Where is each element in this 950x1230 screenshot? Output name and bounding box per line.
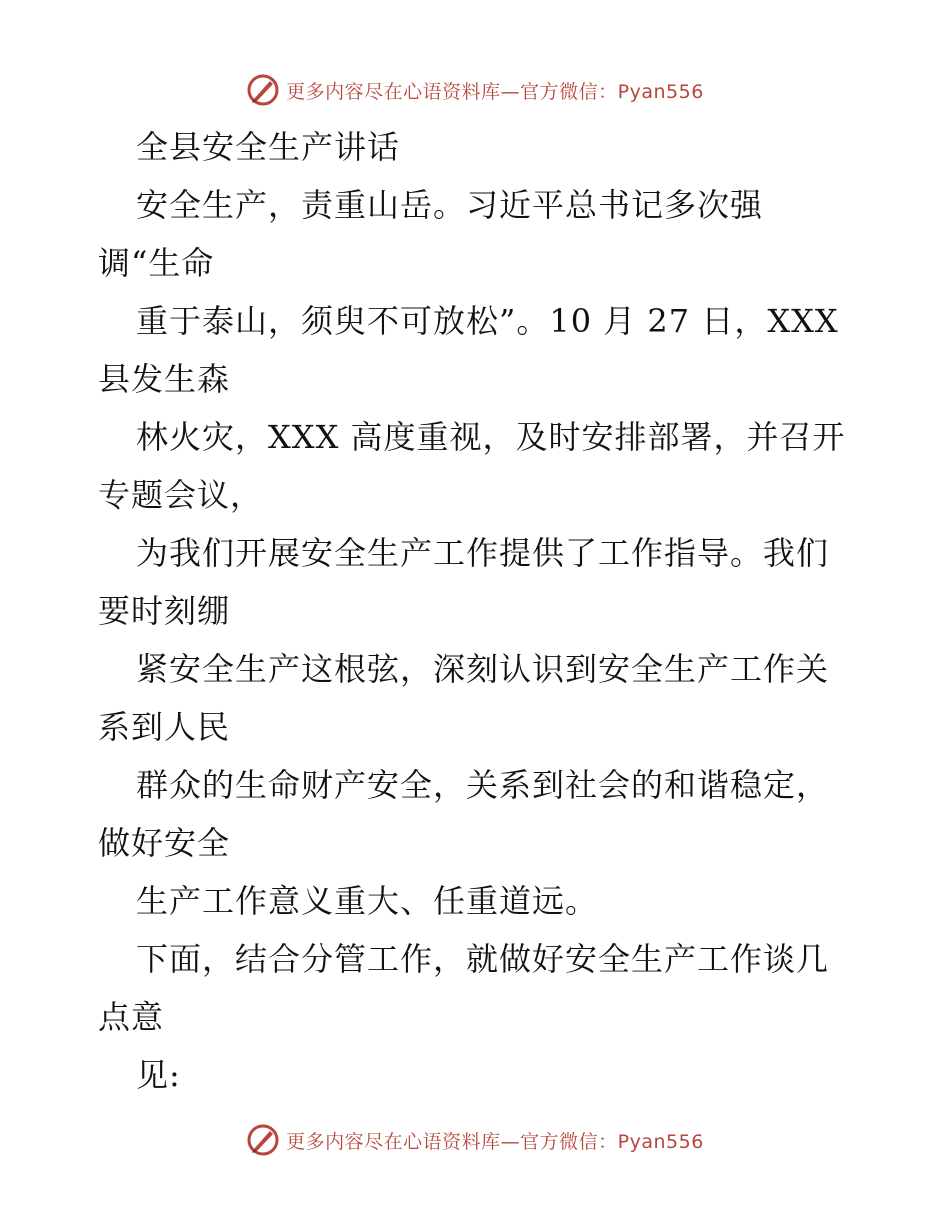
paragraph-line: 群众的生命财产安全，关系到社会的和谐稳定， [136, 766, 830, 804]
paragraph-line: 生产工作意义重大、任重道远。 [136, 882, 599, 920]
paragraph-line: 县发生森 [98, 360, 231, 398]
footer-watermark-text: 更多内容尽在心语资料库—官方微信：Pyan556 [286, 1130, 704, 1153]
paragraph-line: 专题会议， [98, 476, 264, 514]
footer-banner [0, 1120, 950, 1160]
paragraph-line: 点意 [98, 998, 165, 1036]
paragraph-line: 为我们开展安全生产工作提供了工作指导。我们 [136, 534, 830, 572]
paragraph-line: 安全生产，责重山岳。习近平总书记多次强 [136, 186, 764, 224]
paragraph-line: 见: [136, 1056, 181, 1094]
header-banner [0, 70, 950, 110]
paragraph-line: 重于泰山，须臾不可放松”。10 月 27 日，XXX [136, 302, 839, 340]
header-watermark-text: 更多内容尽在心语资料库—官方微信：Pyan556 [286, 80, 704, 103]
quill-pen-icon [246, 73, 280, 107]
paragraph-line: 系到人民 [98, 708, 231, 746]
document-title: 全县安全生产讲话 [136, 128, 401, 166]
paragraph-line: 做好安全 [98, 824, 231, 862]
paragraph-line: 紧安全生产这根弦，深刻认识到安全生产工作关 [136, 650, 830, 688]
paragraph-line: 下面，结合分管工作，就做好安全生产工作谈几 [136, 940, 830, 978]
paragraph-line: 林火灾，XXX 高度重视，及时安排部署，并召开 [136, 418, 846, 456]
paragraph-line: 调“生命 [98, 244, 215, 282]
paragraph-line: 要时刻绷 [98, 592, 231, 630]
quill-pen-icon [246, 1123, 280, 1157]
